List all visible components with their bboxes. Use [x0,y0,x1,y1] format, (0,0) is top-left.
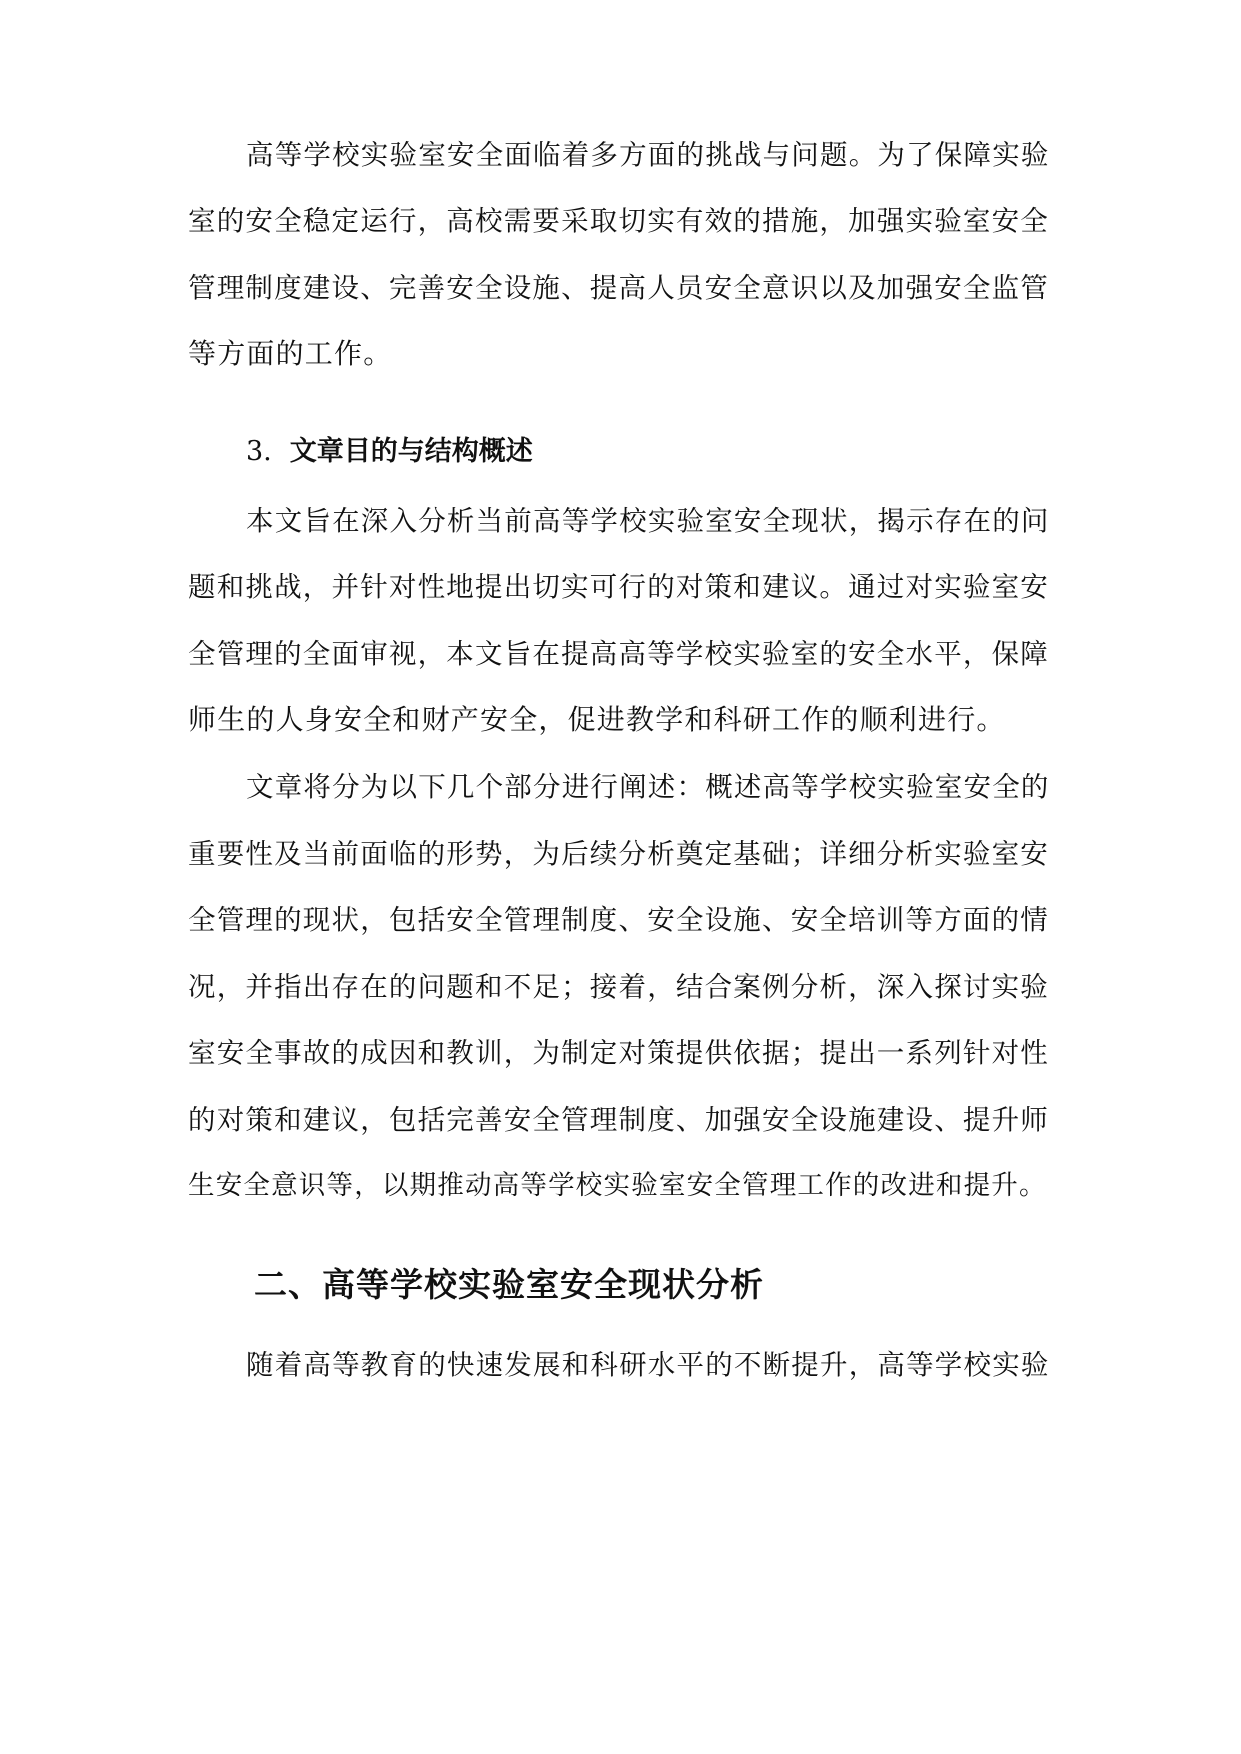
paragraph-line: 室安全事故的成因和教训，为制定对策提供依据；提出一系列针对性 [188,1037,1049,1069]
paragraph-line: 重要性及当前面临的形势，为后续分析奠定基础；详细分析实验室安 [188,838,1049,870]
paragraph-line: 管理制度建设、完善安全设施、提高人员安全意识以及加强安全监管 [188,272,1049,304]
paragraph-line: 题和挑战，并针对性地提出切实可行的对策和建议。通过对实验室安 [188,571,1049,603]
paragraph-line: 况，并指出存在的问题和不足；接着，结合案例分析，深入探讨实验 [188,971,1049,1003]
paragraph-line: 的对策和建议，包括完善安全管理制度、加强安全设施建设、提升师 [188,1104,1049,1136]
section-heading [246,432,533,472]
paragraph-line: 全管理的现状，包括安全管理制度、安全设施、安全培训等方面的情 [188,904,1049,936]
paragraph-line: 等方面的工作。 [188,337,393,370]
chapter-heading: 二、高等学校实验室安全现状分析 [254,1265,764,1304]
paragraph-line: 全管理的全面审视，本文旨在提高高等学校实验室的安全水平，保障 [188,638,1049,670]
paragraph-line: 师生的人身安全和财产安全，促进教学和科研工作的顺利进行。 [188,703,1006,736]
paragraph-line: 文章将分为以下几个部分进行阐述：概述高等学校实验室安全的 [246,771,1050,803]
section-number: 3. [246,436,272,467]
paragraph-line: 本文旨在深入分析当前高等学校实验室安全现状，揭示存在的问 [246,505,1050,537]
paragraph-line: 室的安全稳定运行，高校需要采取切实有效的措施，加强实验室安全 [188,205,1049,237]
paragraph-line: 高等学校实验室安全面临着多方面的挑战与问题。为了保障实验 [246,139,1050,171]
paragraph-line: 随着高等教育的快速发展和科研水平的不断提升，高等学校实验 [246,1349,1050,1381]
paragraph-line: 生安全意识等，以期推动高等学校实验室安全管理工作的改进和提升。 [188,1170,1047,1201]
section-title: 文章目的与结构概述 [289,436,533,467]
